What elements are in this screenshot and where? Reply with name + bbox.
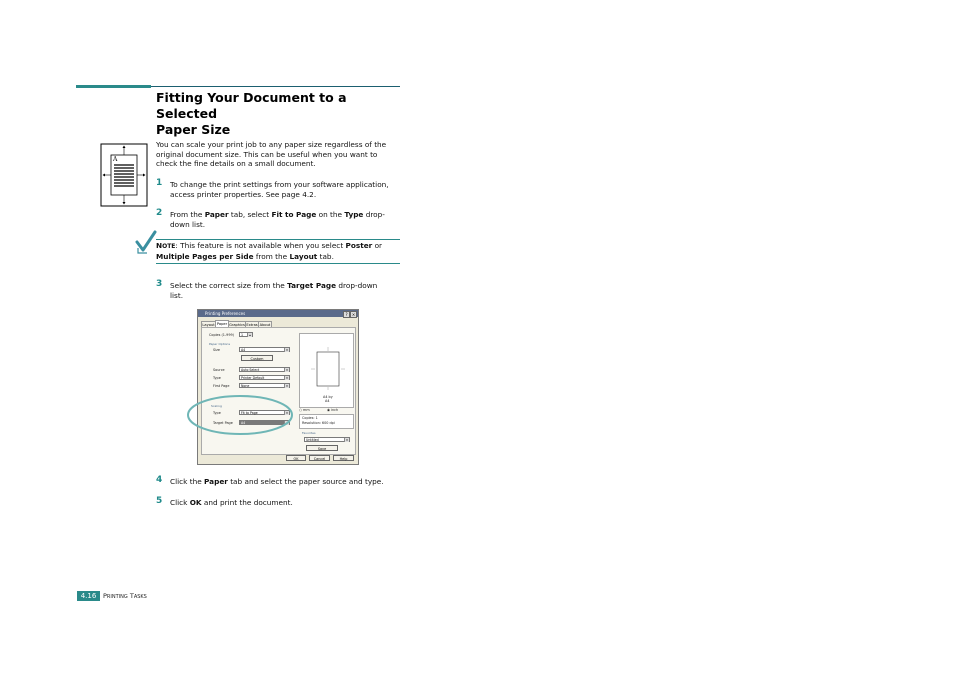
preview-size-sub: A4 xyxy=(325,399,330,403)
step-5-pre: Click xyxy=(170,498,190,507)
spinner-icon[interactable]: ▴ xyxy=(247,333,252,337)
tab-paper[interactable]: Paper xyxy=(215,320,229,329)
favorites-select[interactable] xyxy=(304,437,350,442)
source-label: Source xyxy=(213,368,225,372)
dialog-titlebar xyxy=(198,310,358,317)
checkmark-icon xyxy=(135,230,157,254)
intro-line3: check the fine details on a small document. xyxy=(156,159,316,169)
type-select[interactable] xyxy=(239,375,290,380)
preview-size-text: A4 by xyxy=(323,395,333,399)
tab-extras[interactable]: Extras xyxy=(246,323,258,327)
note-rule-bottom xyxy=(156,263,400,264)
step-2-mid1: tab, select xyxy=(228,210,272,219)
note-label-rest: OTE xyxy=(162,243,176,250)
scaling-type-label: Type xyxy=(213,411,221,415)
chevron-down-icon: ▾ xyxy=(284,348,289,352)
step-5-number: 5 xyxy=(156,496,163,506)
step-4-post: tab and select the paper source and type. xyxy=(227,477,384,486)
step-4-paper: Paper xyxy=(204,477,228,486)
intro-line1: You can scale your print job to any paper size regardless of the xyxy=(156,140,387,149)
chevron-down-icon: ▾ xyxy=(284,384,289,388)
illustration-letter: A xyxy=(113,156,118,163)
help-button[interactable]: Help xyxy=(333,455,354,461)
first-page-value: None xyxy=(241,384,250,388)
chevron-down-icon: ▾ xyxy=(344,438,349,442)
step-2-paper: Paper xyxy=(204,210,229,219)
step-3-text xyxy=(170,281,410,300)
radio-inch[interactable]: ◉ inch xyxy=(327,408,339,412)
step-1-number: 1 xyxy=(156,178,163,188)
radio-mm[interactable]: ○ mm xyxy=(299,408,310,412)
step-3-line2: list. xyxy=(170,290,184,300)
header-accent-bar xyxy=(76,85,151,88)
tab-layout[interactable]: Layout xyxy=(202,323,215,327)
note-poster: Poster xyxy=(345,241,373,250)
step-4-number: 4 xyxy=(156,475,163,485)
page-number: 4.16 xyxy=(80,592,97,600)
step-2-number: 2 xyxy=(156,208,163,218)
intro-line2: original document size. This can be useful when you want to xyxy=(156,149,378,159)
step-1-line2: access printer properties. See page 4.2. xyxy=(170,189,317,199)
first-page-label: First Page xyxy=(213,384,230,388)
favorites-value: Untitled xyxy=(306,438,319,442)
step-3-pre: Select the correct size from the xyxy=(170,281,288,290)
copies-input[interactable] xyxy=(239,332,253,337)
note-text xyxy=(156,241,406,261)
step-2-pre: From the xyxy=(170,210,205,219)
note-mid2: from the xyxy=(253,251,290,261)
scaling-label: Scaling xyxy=(211,404,222,408)
scaling-type-value: Fit to Page xyxy=(241,411,258,415)
note-post: tab. xyxy=(317,251,334,261)
copies-value: 1 xyxy=(241,333,244,337)
section-title-line2: Paper Size xyxy=(156,122,231,137)
target-page-value: A4 xyxy=(241,421,246,425)
save-button[interactable]: Save xyxy=(306,445,338,451)
chapter-t: T xyxy=(127,592,134,600)
unit-mm: mm xyxy=(303,408,310,412)
dialog-title: Printing Preferences xyxy=(205,311,246,316)
chapter-first: P xyxy=(103,592,107,600)
section-title-line1: Fitting Your Document to a Selected xyxy=(156,90,347,121)
page-preview-box xyxy=(299,333,354,408)
chevron-down-icon: ▾ xyxy=(284,368,289,372)
page-scaling-illustration xyxy=(100,143,148,207)
note-pre: : This feature is not available when you select xyxy=(175,241,346,250)
step-1-text xyxy=(170,180,410,199)
info-box xyxy=(299,414,354,429)
step-3-post: drop-down xyxy=(336,281,378,290)
step-1-line1: To change the print settings from your software application, xyxy=(170,180,389,189)
chevron-down-icon: ▾ xyxy=(284,376,289,380)
close-icon[interactable]: × xyxy=(351,312,356,317)
step-4-pre: Click the xyxy=(170,477,205,486)
resolution-info: Resolution: 600 dpi xyxy=(302,421,335,425)
step-3-target-page: Target Page xyxy=(287,281,337,290)
step-5-text xyxy=(170,498,410,508)
type-label: Type xyxy=(213,376,221,380)
unit-inch: inch xyxy=(331,408,339,412)
source-value: Auto Select xyxy=(241,368,260,372)
header-rule xyxy=(151,86,400,87)
step-2-fit-to-page: Fit to Page xyxy=(271,210,317,219)
target-page-label: Target Page xyxy=(213,421,233,425)
step-5-post: and print the document. xyxy=(201,498,293,507)
tab-about[interactable]: About xyxy=(259,323,271,327)
step-4-text xyxy=(170,477,410,487)
size-label: Size xyxy=(213,348,220,352)
note-rule-top xyxy=(156,239,400,240)
chapter-name xyxy=(103,592,147,602)
favorites-label: Favorites xyxy=(302,431,316,435)
step-5-ok: OK xyxy=(189,498,202,507)
source-select[interactable] xyxy=(239,367,290,372)
copies-label: Copies (1-999) xyxy=(209,333,234,337)
section-title xyxy=(156,90,406,138)
type-value: Printer Default xyxy=(241,376,265,380)
step-2-line2: down list. xyxy=(170,219,206,229)
step-3-number: 3 xyxy=(156,279,163,289)
page-number-badge xyxy=(77,591,100,601)
chevron-down-icon: ▾ xyxy=(284,421,289,425)
printing-preferences-dialog xyxy=(197,309,359,465)
tab-graphics[interactable]: Graphics xyxy=(229,323,245,327)
note-label xyxy=(156,241,175,250)
step-2-text xyxy=(170,210,410,229)
help-icon[interactable]: ? xyxy=(343,311,350,318)
custom-button[interactable]: Custom xyxy=(241,355,273,361)
ok-button[interactable]: OK xyxy=(286,455,306,461)
first-page-select[interactable] xyxy=(239,383,290,388)
size-value: A4 xyxy=(241,348,246,352)
intro-paragraph xyxy=(156,140,406,169)
page-preview-graphic xyxy=(300,334,353,390)
step-2-type: Type xyxy=(344,210,364,219)
note-layout: Layout xyxy=(289,251,318,261)
note-label-first: N xyxy=(156,241,163,250)
copies-info: Copies: 1 xyxy=(302,416,318,420)
size-select[interactable] xyxy=(239,347,290,352)
cancel-button[interactable]: Cancel xyxy=(309,455,330,461)
note-mid: or xyxy=(372,241,383,250)
chevron-down-icon: ▾ xyxy=(284,411,289,415)
chapter-rest1: RINTING xyxy=(106,594,128,600)
paper-options-label: Paper Options xyxy=(209,342,231,346)
highlight-ellipse xyxy=(185,393,295,437)
chapter-rest2: ASKS xyxy=(133,594,147,600)
step-2-mid2: on the xyxy=(316,210,345,219)
step-2-post: drop- xyxy=(363,210,385,219)
note-multiple-pages: Multiple Pages per Side xyxy=(156,251,254,261)
